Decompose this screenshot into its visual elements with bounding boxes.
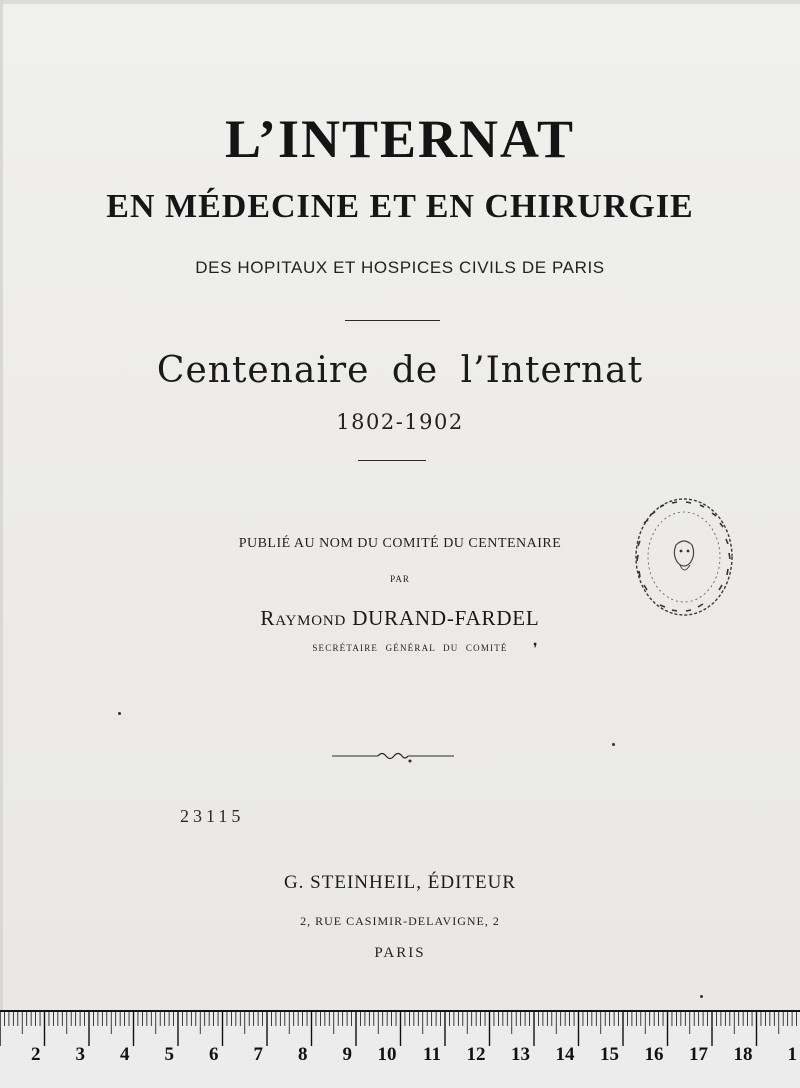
ornament-rule-icon xyxy=(330,748,456,764)
ruler-label: 16 xyxy=(644,1044,664,1065)
ruler-label: 15 xyxy=(600,1044,619,1065)
publisher-city: PARIS xyxy=(374,945,426,961)
call-number: 23115 xyxy=(180,806,245,826)
title-main: L’INTERNAT xyxy=(224,109,576,169)
ruler-graphic xyxy=(0,1012,800,1086)
speck xyxy=(118,712,121,715)
ruler-label: 13 xyxy=(511,1044,530,1065)
publisher-address: 2, RUE CASIMIR-DELAVIGNE, 2 xyxy=(300,914,500,928)
scale-ruler xyxy=(0,1010,800,1088)
author-role: SECRÉTAIRE GÉNÉRAL DU COMITÉ xyxy=(312,643,508,653)
centenaire-heading: Centenaire de l’Internat xyxy=(156,350,644,391)
speck xyxy=(612,743,615,746)
page-edge-top xyxy=(0,0,800,4)
ruler-label: 10 xyxy=(377,1044,397,1065)
ruler-label: 5 xyxy=(164,1044,174,1065)
ruler-label: 2 xyxy=(31,1044,41,1065)
centenaire-years: 1802-1902 xyxy=(336,410,464,434)
ruler-label: 6 xyxy=(209,1044,219,1065)
speck xyxy=(700,995,703,998)
divider-rule xyxy=(345,320,440,321)
ruler-label: 3 xyxy=(75,1044,85,1065)
ruler-label: 7 xyxy=(253,1044,263,1065)
publisher-name: G. STEINHEIL, ÉDITEUR xyxy=(283,872,517,893)
ruler-label: 17 xyxy=(689,1044,708,1065)
author-last-name: DURAND-FARDEL xyxy=(352,606,540,630)
ruler-label: 12 xyxy=(466,1044,486,1065)
library-stamp-icon xyxy=(630,493,738,621)
ruler-label: 14 xyxy=(555,1044,575,1065)
title-subtitle: EN MÉDECINE ET EN CHIRURGIE xyxy=(106,188,694,225)
divider-rule xyxy=(358,460,426,461)
ruler-label: 11 xyxy=(423,1044,441,1065)
author-first-name: Raymond xyxy=(260,606,347,630)
ruler-label: 18 xyxy=(733,1044,753,1065)
ruler-label: 1 xyxy=(787,1044,797,1065)
ruler-label: 4 xyxy=(120,1044,130,1065)
ruler-label: 9 xyxy=(342,1044,352,1065)
ink-mark: ❜ xyxy=(533,641,538,657)
ruler-label: 8 xyxy=(298,1044,308,1065)
title-institution: DES HOPITAUX ET HOSPICES CIVILS DE PARIS xyxy=(195,258,605,277)
publication-line: PUBLIÉ AU NOM DU COMITÉ DU CENTENAIRE xyxy=(238,536,562,551)
publication-par: PAR xyxy=(390,574,410,584)
